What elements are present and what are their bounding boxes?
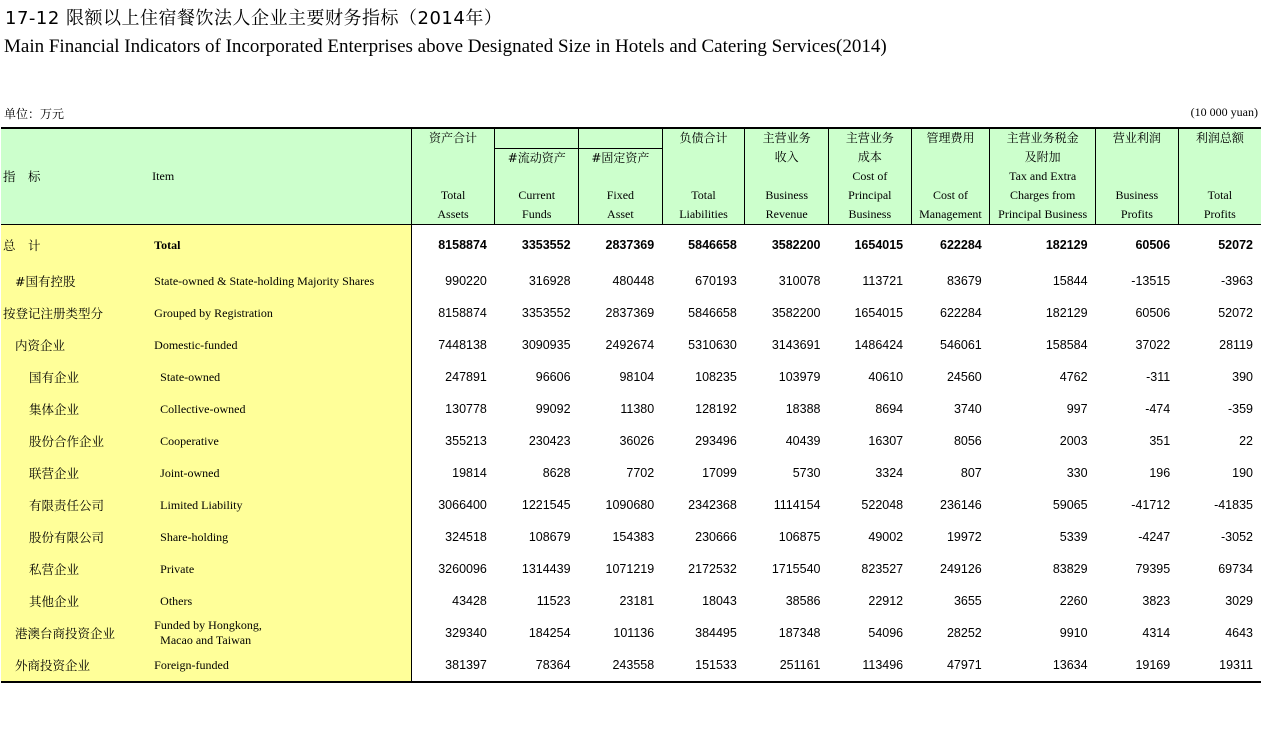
row-label-cn: 总 计 [3, 238, 41, 253]
cell-value: 1486424 [854, 338, 904, 352]
cell-value: -4247 [1138, 530, 1171, 544]
cell-value: 5846658 [688, 238, 737, 252]
cell-value: 60506 [1135, 238, 1171, 252]
cell-value: 83679 [946, 274, 982, 288]
cell-value: 24560 [946, 370, 982, 384]
cell-value: 22 [1239, 434, 1253, 448]
header-total-assets: 资产合计 Total Assets [411, 129, 495, 225]
cell-value: 60506 [1135, 306, 1171, 320]
row-item-en [150, 329, 411, 361]
cell-value: 108235 [695, 370, 737, 384]
cell-value: 1654015 [854, 238, 904, 252]
row-item-en [150, 585, 411, 617]
cell-value: 38586 [785, 594, 821, 608]
cell-value: 154383 [612, 530, 655, 544]
table-row [1, 585, 1261, 617]
cell-value: 2492674 [605, 338, 655, 352]
row-label-cn: 私营企业 [29, 562, 80, 577]
cell-value: 236146 [940, 498, 982, 512]
cell-value: 3260096 [438, 562, 487, 576]
row-label-cn: #国有控股 [15, 274, 76, 289]
page-title-cn: 17-12 限额以上住宿餐饮法人企业主要财务指标（2014年） [5, 8, 503, 29]
cell-value: 4643 [1225, 626, 1253, 640]
cell-value: 54096 [868, 626, 904, 640]
row-indicator-cn [1, 393, 150, 425]
row-item-en [150, 521, 411, 553]
table-row [1, 393, 1261, 425]
cell-value: -3963 [1221, 274, 1253, 288]
row-label-cn: 内资企业 [15, 338, 66, 353]
cell-value: 230666 [695, 530, 737, 544]
cell-value: 5846658 [688, 306, 737, 320]
cell-value: 8056 [953, 434, 982, 448]
table-row [1, 425, 1261, 457]
cell-value: 130778 [445, 402, 487, 416]
cell-value: 251161 [779, 658, 821, 672]
cell-value: 3353552 [521, 238, 571, 252]
table-row [1, 457, 1261, 489]
header-cost-principal-business: 主营业务 成本 Cost of Principal Business [829, 129, 912, 225]
cell-value: 384495 [695, 626, 737, 640]
header-current-funds: #流动资产 Current Funds [495, 129, 579, 225]
row-label-en: Private [160, 561, 195, 576]
cell-value: 2172532 [688, 562, 737, 576]
cell-value: 247891 [445, 370, 487, 384]
cell-value: 106875 [778, 530, 821, 544]
row-indicator-cn [1, 617, 150, 649]
cell-value: 11380 [620, 402, 655, 416]
cell-value: 40610 [868, 370, 904, 384]
cell-value: -311 [1146, 370, 1171, 384]
row-label-en: Collective-owned [160, 401, 246, 416]
cell-value: 3324 [875, 466, 904, 480]
cell-value: 8158874 [438, 306, 487, 320]
cell-value: 243558 [612, 658, 655, 672]
cell-value: 18043 [702, 594, 737, 608]
cell-value: 23181 [619, 594, 655, 608]
row-indicator-cn [1, 225, 150, 265]
row-label-cn: 国有企业 [29, 370, 80, 385]
cell-value: 15844 [1052, 274, 1088, 288]
row-label-cn: 港澳台商投资企业 [15, 626, 116, 641]
cell-value: 113721 [862, 274, 904, 288]
cell-value: 355213 [445, 434, 487, 448]
cell-value: 184254 [528, 626, 571, 640]
cell-value: 2837369 [605, 238, 655, 252]
unit-label-en: (10 000 yuan) [1190, 105, 1258, 119]
cell-value: 990220 [445, 274, 487, 288]
cell-value: 622284 [940, 306, 982, 320]
cell-value: 1071219 [605, 562, 655, 576]
row-item-en [150, 489, 411, 521]
cell-value: 330 [1066, 466, 1088, 480]
row-indicator-cn [1, 297, 150, 329]
cell-value: 19311 [1219, 658, 1253, 672]
row-label-cn: 集体企业 [29, 402, 80, 417]
cell-value: 52072 [1218, 306, 1253, 320]
cell-value: 1221545 [521, 498, 571, 512]
table-header-row [1, 129, 1261, 225]
cell-value: -13515 [1131, 274, 1171, 288]
cell-value: 5310630 [688, 338, 737, 352]
row-indicator-cn [1, 521, 150, 553]
row-item-en [150, 393, 411, 425]
row-indicator-cn [1, 585, 150, 617]
row-label-en: Foreign-funded [154, 657, 229, 672]
cell-value: 28252 [946, 626, 982, 640]
cell-value: 316928 [528, 274, 571, 288]
cell-value: -41712 [1131, 498, 1171, 512]
cell-value: 2003 [1059, 434, 1088, 448]
row-item-en [150, 617, 411, 649]
cell-value: 16307 [868, 434, 904, 448]
cell-value: 187348 [778, 626, 821, 640]
cell-value: 997 [1066, 402, 1088, 416]
table-row [1, 649, 1261, 682]
header-total-liabilities: 负债合计 Total Liabilities [662, 129, 745, 225]
row-item-en [150, 361, 411, 393]
row-label-en: Others [160, 593, 193, 608]
cell-value: 11523 [536, 594, 571, 608]
row-label-en: Total [154, 237, 181, 252]
header-item-en: Item [150, 129, 411, 225]
cell-value: 3740 [953, 402, 982, 416]
cell-value: 1090680 [605, 498, 655, 512]
cell-value: 19972 [946, 530, 982, 544]
row-label-en: State-owned [160, 369, 221, 384]
cell-value: 158584 [1045, 338, 1088, 352]
row-indicator-cn [1, 329, 150, 361]
cell-value: 108679 [528, 530, 571, 544]
cell-value: 69734 [1218, 562, 1253, 576]
cell-value: 5730 [792, 466, 821, 480]
cell-value: 351 [1149, 434, 1171, 448]
row-label-cn: 有限责任公司 [29, 498, 105, 513]
cell-value: 128192 [695, 402, 737, 416]
cell-value: 2837369 [605, 306, 655, 320]
header-cost-management: 管理费用 Cost of Management [911, 129, 990, 225]
table-row [1, 489, 1261, 521]
row-item-en [150, 297, 411, 329]
cell-value: 807 [960, 466, 982, 480]
cell-value: 480448 [612, 274, 655, 288]
cell-value: 2342368 [688, 498, 737, 512]
row-indicator-cn [1, 425, 150, 457]
cell-value: 18388 [785, 402, 821, 416]
cell-value: 113496 [862, 658, 904, 672]
cell-value: 22912 [868, 594, 904, 608]
row-indicator-cn [1, 489, 150, 521]
cell-value: 310078 [778, 274, 821, 288]
cell-value: 47971 [946, 658, 982, 672]
cell-value: 40439 [785, 434, 821, 448]
table-row [1, 329, 1261, 361]
cell-value: 1114154 [773, 498, 821, 512]
cell-value: -359 [1227, 402, 1253, 416]
row-label-cn: 股份有限公司 [29, 530, 105, 545]
cell-value: 7448138 [438, 338, 487, 352]
row-item-en [150, 457, 411, 489]
row-label-en: Limited Liability [160, 497, 243, 512]
cell-value: 28119 [1219, 338, 1253, 352]
cell-value: 324518 [445, 530, 487, 544]
row-item-en [150, 649, 411, 682]
row-indicator-cn [1, 361, 150, 393]
cell-value: 293496 [695, 434, 737, 448]
cell-value: 329340 [445, 626, 487, 640]
row-indicator-cn [1, 553, 150, 585]
cell-value: -41835 [1214, 498, 1253, 512]
cell-value: 7702 [626, 466, 655, 480]
row-label-en-line2: Macao and Taiwan [160, 633, 252, 647]
cell-value: 1654015 [854, 306, 904, 320]
cell-value: -474 [1145, 402, 1171, 416]
cell-value: -3052 [1221, 530, 1253, 544]
row-label-cn: 股份合作企业 [29, 434, 105, 449]
cell-value: 823527 [861, 562, 904, 576]
table-row [1, 521, 1261, 553]
cell-value: 3655 [953, 594, 982, 608]
row-label-cn: 联营企业 [29, 466, 80, 481]
row-item-en [150, 553, 411, 585]
row-item-en [150, 265, 411, 297]
row-item-en [150, 225, 411, 265]
cell-value: 83829 [1052, 562, 1088, 576]
cell-value: 190 [1232, 466, 1253, 480]
cell-value: 37022 [1135, 338, 1171, 352]
financial-indicators-table [1, 127, 1261, 683]
table-row [1, 361, 1261, 393]
cell-value: 52072 [1218, 238, 1253, 252]
cell-value: 8628 [542, 466, 571, 480]
page-title-en: Main Financial Indicators of Incorporated Enterprises above Designated Size in Hotels and Catering Services(2014) [4, 36, 887, 57]
cell-value: 96606 [535, 370, 571, 384]
cell-value: 78364 [535, 658, 571, 672]
table-row [1, 617, 1261, 649]
cell-value: 546061 [940, 338, 982, 352]
cell-value: 8158874 [438, 238, 487, 252]
row-label-en: Joint-owned [160, 465, 220, 480]
cell-value: 99092 [535, 402, 571, 416]
cell-value: 522048 [861, 498, 904, 512]
cell-value: 13634 [1052, 658, 1088, 672]
cell-value: 98104 [619, 370, 655, 384]
header-total-profits: 利润总额 Total Profits [1178, 129, 1261, 225]
row-label-en: State-owned & State-holding Majority Shares [154, 273, 375, 288]
cell-value: 390 [1232, 370, 1253, 384]
cell-value: 381397 [445, 658, 487, 672]
cell-value: 230423 [528, 434, 571, 448]
cell-value: 3582200 [771, 306, 821, 320]
row-label-cn: 其他企业 [29, 594, 80, 609]
table-row [1, 297, 1261, 329]
row-label-en: Cooperative [160, 433, 219, 448]
header-business-revenue: 主营业务 收入 Business Revenue [745, 129, 829, 225]
cell-value: 19169 [1135, 658, 1171, 672]
row-label-en: Grouped by Registration [154, 305, 273, 320]
cell-value: 36026 [619, 434, 655, 448]
cell-value: 9910 [1059, 626, 1088, 640]
cell-value: 43428 [452, 594, 487, 608]
cell-value: 5339 [1059, 530, 1088, 544]
row-item-en [150, 425, 411, 457]
cell-value: 3582200 [771, 238, 821, 252]
cell-value: 670193 [695, 274, 737, 288]
header-tax-extra-charges: 主营业务税金 及附加 Tax and Extra Charges from Principal Business [990, 129, 1096, 225]
cell-value: 101136 [613, 626, 655, 640]
table-row [1, 553, 1261, 585]
cell-value: 622284 [940, 238, 982, 252]
cell-value: 19814 [452, 466, 487, 480]
cell-value: 49002 [868, 530, 904, 544]
row-label-cn: 按登记注册类型分 [3, 306, 104, 321]
cell-value: 4314 [1142, 626, 1171, 640]
cell-value: 103979 [778, 370, 821, 384]
cell-value: 182129 [1045, 238, 1088, 252]
table-row [1, 225, 1261, 265]
cell-value: 59065 [1052, 498, 1088, 512]
cell-value: 79395 [1135, 562, 1171, 576]
header-indicator-cn: 指 标 [1, 129, 150, 225]
row-indicator-cn [1, 649, 150, 682]
cell-value: 3353552 [521, 306, 571, 320]
cell-value: 3066400 [438, 498, 487, 512]
table-row [1, 265, 1261, 297]
cell-value: 249126 [940, 562, 982, 576]
cell-value: 2260 [1059, 594, 1088, 608]
cell-value: 3143691 [771, 338, 821, 352]
cell-value: 3823 [1142, 594, 1171, 608]
cell-value: 3029 [1225, 594, 1253, 608]
row-indicator-cn [1, 457, 150, 489]
cell-value: 1715540 [771, 562, 821, 576]
unit-label-cn: 单位：万元 [4, 107, 65, 121]
cell-value: 4762 [1059, 370, 1088, 384]
cell-value: 17099 [702, 466, 737, 480]
header-fixed-asset: #固定资产 Fixed Asset [579, 129, 663, 225]
row-label-cn: 外商投资企业 [15, 658, 91, 673]
row-label-en: Domestic-funded [154, 337, 238, 352]
cell-value: 3090935 [521, 338, 571, 352]
cell-value: 151533 [695, 658, 737, 672]
header-business-profits: 营业利润 Business Profits [1096, 129, 1179, 225]
row-label-en: Share-holding [160, 529, 229, 544]
row-indicator-cn [1, 265, 150, 297]
row-label-en: Funded by Hongkong, [154, 618, 262, 632]
cell-value: 8694 [875, 402, 904, 416]
cell-value: 196 [1149, 466, 1171, 480]
cell-value: 182129 [1045, 306, 1088, 320]
cell-value: 1314439 [521, 562, 571, 576]
